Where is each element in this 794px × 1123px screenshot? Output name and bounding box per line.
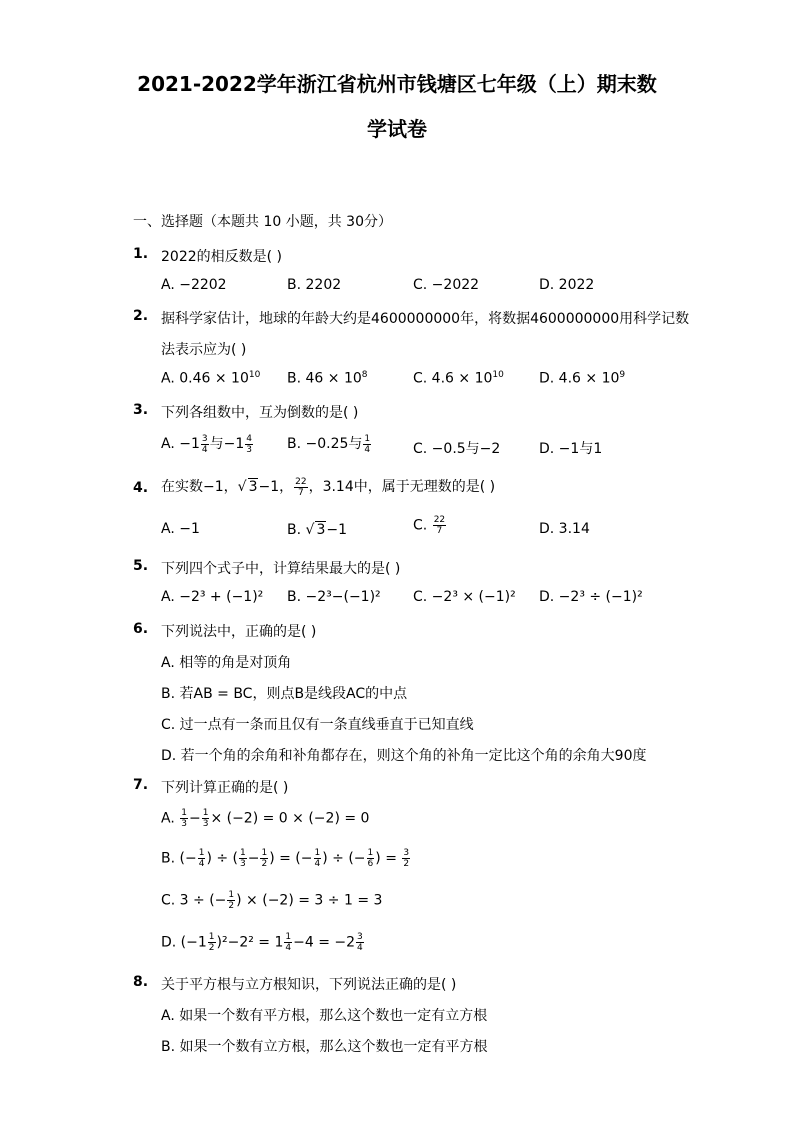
question-text: 下列说法中，正确的是( ): [161, 624, 317, 640]
option-a: A. −2³ + (−1)²: [161, 589, 264, 605]
option-b: B. −0.25与 $\frac{1}{4}$: [287, 433, 371, 455]
option-b: B. (− $\frac{1}{4}$ ) ÷ ( $\frac{1}{3}$ − $\frac{1}{2}$ ) = (− $\frac{1}{4}$ ) ÷ (− $\frac{1}{6}$ ) = $\frac{3}{2}$: [161, 848, 410, 869]
question-text: 2022的相反数是( ): [161, 249, 283, 265]
option-b: B. −2³−(−1)²: [287, 589, 381, 605]
exam-title-line1: 2021-2022学年浙江省杭州市钱塘区七年级（上）期末数: [137, 72, 657, 96]
question-text: 关于平方根与立方根知识，下列说法正确的是( ): [161, 977, 457, 993]
question-number: 3.: [133, 402, 149, 418]
option-b: B. 如果一个数有立方根，那么这个数也一定有平方根: [161, 1039, 488, 1055]
question-text: 下列各组数中，互为倒数的是( ): [161, 405, 359, 421]
question-text: 在实数−1，√ 3−1， $\frac{22}{7}$ ，3.14中，属于无理数的是( ): [161, 476, 496, 498]
section-heading: 一、选择题（本题共 10 小题，共 30分）: [133, 214, 392, 230]
option-a: A. 相等的角是对顶角: [161, 655, 292, 671]
question-number: 8.: [133, 974, 149, 990]
option-d: D. 若一个角的余角和补角都存在，则这个角的补角一定比这个角的余角大90度: [161, 748, 647, 764]
option-a: A. −1: [161, 521, 200, 537]
option-b: B. 若AB = BC，则点B是线段AC的中点: [161, 686, 408, 702]
option-d: D. 3.14: [539, 521, 590, 537]
option-c: C. −2³ × (−1)²: [413, 589, 516, 605]
option-d: D. −1与1: [539, 441, 603, 457]
question-number: 5.: [133, 558, 149, 574]
option-b: B. 2202: [287, 277, 342, 293]
option-d: D. 2022: [539, 277, 595, 293]
question-number: 4.: [133, 480, 149, 496]
question-number: 2.: [133, 308, 149, 324]
option-c: C. 过一点有一条而且仅有一条直线垂直于已知直线: [161, 717, 474, 733]
question-text-cont: 法表示应为( ): [161, 342, 247, 358]
option-c: C. −0.5与−2: [413, 441, 501, 457]
question-number: 1.: [133, 246, 149, 262]
option-a: A. −2202: [161, 277, 227, 293]
option-b: B. √ 3−1: [287, 522, 347, 538]
question-text: 下列四个式子中，计算结果最大的是( ): [161, 561, 401, 577]
option-a: A. 如果一个数有平方根，那么这个数也一定有立方根: [161, 1008, 488, 1024]
option-d: D. −2³ ÷ (−1)²: [539, 589, 643, 605]
question-text: 下列计算正确的是( ): [161, 780, 289, 796]
question-number: 6.: [133, 621, 149, 637]
option-a: A. $0.46 \times 10^{10}$: [161, 370, 261, 387]
option-a: A. $\frac{1}{3}$ − $\frac{1}{3}$ × (−2) = 0 × (−2) = 0: [161, 808, 370, 829]
option-c: C. −2022: [413, 277, 480, 293]
option-a: A. −1 $\frac{3}{4}$ 与−1 $\frac{4}{3}$: [161, 433, 252, 455]
question-number: 7.: [133, 777, 149, 793]
option-c: C. $\frac{22}{7}$: [413, 515, 446, 536]
option-d: D. $4.6 \times 10^9$: [539, 370, 626, 387]
exam-title-line2: 学试卷: [367, 117, 427, 141]
option-c: C. $4.6 \times 10^{10}$: [413, 370, 504, 387]
option-b: B. $46 \times 10^8$: [287, 370, 368, 387]
option-c: C. 3 ÷ (− $\frac{1}{2}$ ) × (−2) = 3 ÷ 1 = 3: [161, 890, 383, 911]
option-d: D. (−1 $\frac{1}{2}$ )²−2² = 1 $\frac{1}{4}$ −4 = −2 $\frac{3}{4}$: [161, 932, 363, 953]
question-text: 据科学家估计，地球的年龄大约是4600000000年，将数据4600000000用科学记数: [161, 311, 690, 327]
